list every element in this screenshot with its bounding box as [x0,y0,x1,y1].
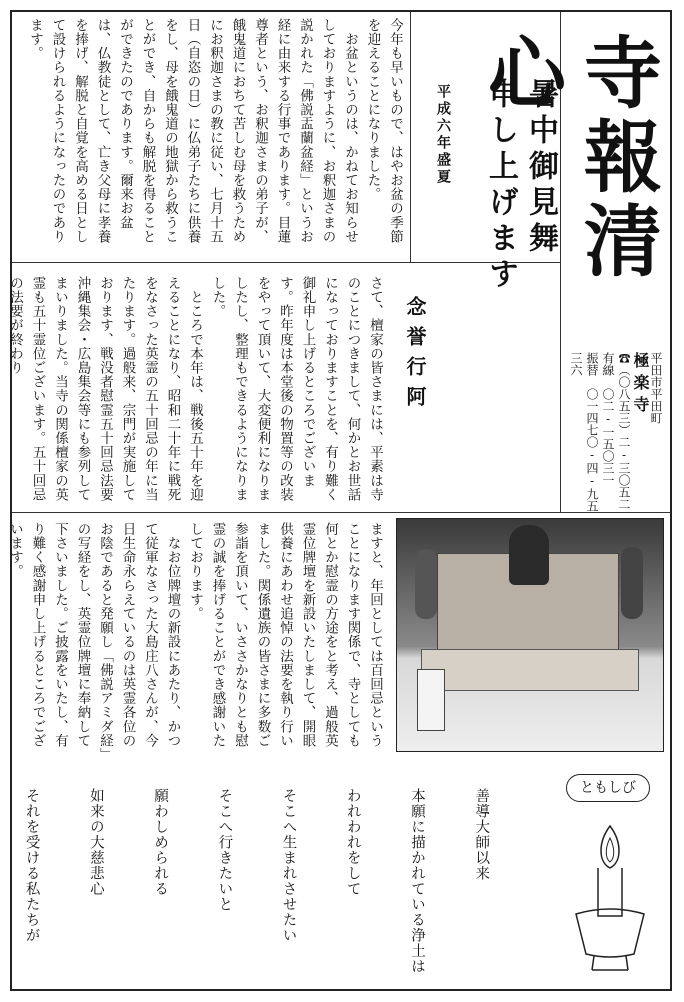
author-name: 念誉行阿 [403,296,427,416]
tomoshibi-label: ともしび [566,774,650,802]
poem-line: われわれをして [344,788,361,897]
temple-phone: ☎（〇八五三）二‐三〇五二 [617,352,631,510]
photo-sign [417,669,445,731]
temple-address: 平田市平田町 [649,352,663,424]
intro-article: 今年も早いもので、はやお盆の季節を迎えることになりました。 お盆というのは、かねてお知らせしておりますように、お釈迦さまの説かれた「佛説盂蘭盆経」というお経に由来する行事であります。目蓮尊者という、お釈迦さまの弟子が、餓鬼道におちて苦しむ母を救うためにお釈迦さまの教に従い、七月十五日（自恣の日）に仏弟子たちに供養をし、母を餓鬼道の地獄から救うことができ、自からも解脱を得ることができたのであります。爾来お盆は、仏教徒として、亡き父母に孝養を捧げ、解脱と自覚を高める日として設けられるようになったのであります。 [27,18,403,244]
poem-line: そこへ行きたいと [216,788,233,912]
photo-figure-right [621,547,643,619]
newsletter-title: 寺報清心 [475,32,662,284]
divider-greeting [410,12,411,262]
poem-line: 願わしめられる [152,788,169,897]
temple-info [568,352,664,512]
buddha-statue [509,525,549,585]
temple-name: 極楽寺 [631,352,650,418]
altar-photo [396,518,664,752]
candle-icon [568,818,652,978]
poem-line: 如来の大慈悲心 [87,788,104,897]
lower-article: ますと、年回としては百回忌ということになります関係で、寺としても何とか慰霊の方途をと考え、過般英霊位牌壇を新設いたしまして、開眼供養にあわせ追悼の法要を執り行いました。関係遺族の皆さまに多数ご参詣を頂いて、いささかなりとも慰霊の誠を捧げることができ感謝いたしております。 なお位牌壇の新設にあたり、かつて従軍なさった大島庄八さんが、今日生命永らえているのは英霊各位のお陰であると発願し「佛説アミダ経」の写経をし、英霊位牌壇に奉納して下さいました。ご披露をいたし、有り難く感謝申し上げるところでございます。 [7,522,383,755]
poem-line: それを受ける私たちが [23,788,40,943]
poem [23,788,534,984]
temple-furikae: 振替 〇一四七〇‐四‐九五三六 [569,352,599,512]
middle-article: さて、檀家の皆さまには、平素は寺のことにつきまして、何かとお世話になっておりますことを、有り難く御礼申し上げるところでございます。昨年度は本堂後の物置等の改装をやって頂いて、大変便利になりましたし、整理もできるようになりました。 ところで本年は、戦後五十年を迎えることになり、昭和二十年に戦死をなさった英霊の五十回忌の年に当たります。過般来、宗門が実施しております、戦没者慰霊五十回忌法要沖縄集会・広島集会等にも参列してまいりました。当寺の関係檀家の英霊も五十霊位ございます。五十回忌の法要が終わり [7,276,383,502]
photo-altar-step [421,649,639,691]
poem-line: そこへ生まれさせたい [280,788,297,943]
poem-line: 善導大師以来 [473,788,490,881]
photo-figure-left [415,549,437,619]
poem-line: 本願に描かれている浄土は [408,788,425,974]
tomoshibi-section [560,764,660,984]
greeting-title: 暑中御見舞 申し上げます [483,78,558,294]
greeting-date: 平成六年盛夏 [435,84,451,186]
temple-yusen: 有線 〇二‐一五〇三一 [601,352,615,486]
